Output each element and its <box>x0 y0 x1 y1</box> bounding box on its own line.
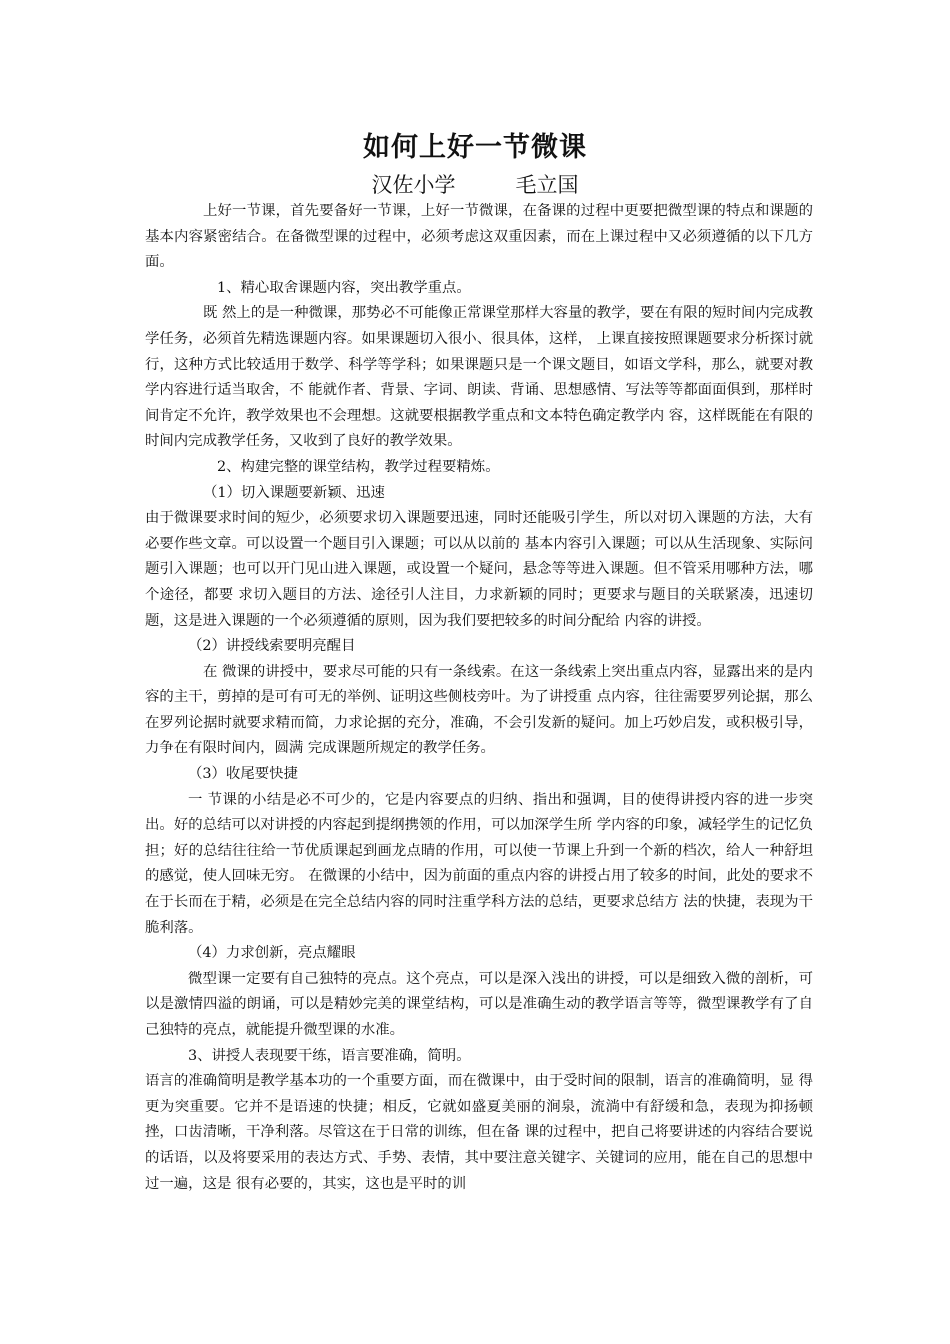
school-name: 汉佐小学 <box>371 173 456 197</box>
body-paragraph: 微型课一定要有自己独特的亮点。这个亮点，可以是深入浅出的讲授，可以是细致入微的剖析，可以是激情四溢的朗诵，可以是精妙完美的课堂结构，可以是准确生动的教学语言等等，微型课教学有了自己独特的亮点，就能提升微型课的水准。 <box>145 970 813 1038</box>
subheading-2-1: （1）切入课题要新颖、迅速 <box>203 484 385 501</box>
body-paragraph: 由于微课要求时间的短少，必须要求切入课题要迅速，同时还能吸引学生，所以对切入课题的方法，大有必要作些文章。可以设置一个题目引入课题；可以从以前的 基本内容引入课题；可以从生活现象、实际问题引入课题；也可以开门见山进入课题，或设置一个疑问，悬念等等进入课题。但不管采用哪种方法，哪个途径，都要 求切入题目的方法、途径引人注目，力求新颖的同时；更要求与题目的关联紧凑，迅速切题，这是进入课题的一个必须遵循的原则，因为我们要把较多的时间分配给 内容的讲授。 <box>145 510 813 629</box>
article-body <box>145 199 813 1197</box>
document-title: 如何上好一节微课 <box>363 132 587 163</box>
section-heading-1: 1、精心取舍课题内容，突出教学重点。 <box>217 279 471 296</box>
author-line <box>0 170 950 200</box>
subheading-2-3: （3）收尾要快捷 <box>188 766 298 783</box>
intro-paragraph: 上好一节课，首先要备好一节课，上好一节微课，在备课的过程中更要把微型课的特点和课题的基本内容紧密结合。在备微型课的过程中，必须考虑这双重因素，而在上课过程中又必须遵循的以下几方面。 <box>145 203 813 271</box>
section-heading-2: 2、构建完整的课堂结构，教学过程要精炼。 <box>217 458 500 475</box>
body-paragraph: 在 微课的讲授中，要求尽可能的只有一条线索。在这一条线索上突出重点内容，显露出来的是内容的主干，剪掉的是可有可无的举例、证明这些侧枝旁叶。为了讲授重 点内容，往往需要罗列论据，那么在罗列论据时就要求精而简，力求论据的充分，准确，不会引发新的疑问。加上巧妙启发，或积极引导，力争在有限时间内，圆满 完成课题所规定的教学任务。 <box>145 663 813 757</box>
body-paragraph: 既 然上的是一种微课，那势必不可能像正常课堂那样大容量的教学，要在有限的短时间内完成教学任务，必须首先精选课题内容。如果课题切入很小、很具体，这样， 上课直接按照课题要求分析探讨就行，这种方式比较适用于数学、科学等学科；如果课题只是一个课文题目，如语文学科，那么，就要对教学内容进行适当取舍，不 能就作者、背景、字词、朗读、背诵、思想感情、写法等等都面面俱到，那样时间肯定不允许，教学效果也不会理想。这就要根据教学重点和文本特色确定教学内 容，这样既能在有限的时间内完成教学任务，又收到了良好的教学效果。 <box>145 305 813 450</box>
subheading-2-2: （2）讲授线索要明亮醒目 <box>188 638 356 655</box>
body-paragraph: 一 节课的小结是必不可少的，它是内容要点的归纳、指出和强调，目的使得讲授内容的进一步突出。好的总结可以对讲授的内容起到提纲携领的作用，可以加深学生所 学内容的印象，减轻学生的记忆负担；好的总结往往给一节优质课起到画龙点睛的作用，可以使一节课上升到一个新的档次，给人一种舒坦的感觉，使人回味无穷。 在微课的小结中，因为前面的重点内容的讲授占用了较多的时间，此处的要求不在于长而在于精，必须是在完全总结内容的同时注重学科方法的总结，更要求总结方 法的快捷，表现为干脆利落。 <box>145 791 813 936</box>
section-heading-3: 3、讲授人表现要干练，语言要准确，简明。 <box>188 1047 471 1064</box>
author-name: 毛立国 <box>515 173 579 197</box>
subheading-2-4: （4）力求创新，亮点耀眼 <box>188 945 356 962</box>
body-paragraph: 语言的准确简明是教学基本功的一个重要方面，而在微课中，由于受时间的限制，语言的准确简明，显 得更为突重要。它并不是语速的快捷；相反，它就如盛夏美丽的涧泉，流淌中有舒缓和急，表现为抑扬顿挫，口齿清晰，干净利落。尽管这在于日常的训练，但在备 课的过程中，把自己将要讲述的内容结合要说的话语，以及将要采用的表达方式、手势、表情，其中要注意关键字、关键词的应用，能在自己的思想中过一遍，这是 很有必要的，其实，这也是平时的训 <box>145 1073 813 1192</box>
